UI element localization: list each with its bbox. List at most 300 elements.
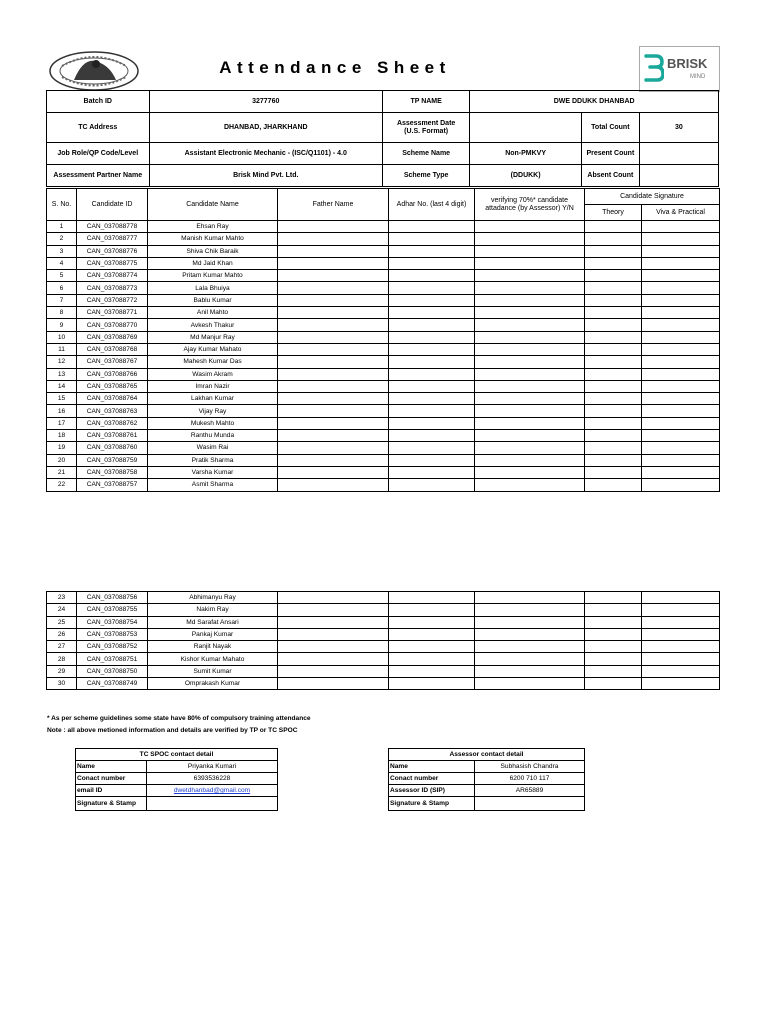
row-verify[interactable]	[475, 678, 585, 690]
row-viva-sign[interactable]	[642, 221, 720, 233]
row-candidate-id: CAN_037088772	[77, 294, 148, 306]
row-viva-sign[interactable]	[642, 479, 720, 491]
row-candidate-id: CAN_037088752	[77, 641, 148, 653]
row-adhar[interactable]	[389, 466, 475, 478]
row-father-name[interactable]	[278, 604, 389, 616]
row-theory-sign[interactable]	[585, 257, 642, 269]
table-row	[47, 393, 720, 405]
row-viva-sign[interactable]	[642, 380, 720, 392]
header-table	[46, 90, 719, 187]
row-viva-sign[interactable]	[642, 442, 720, 454]
row-father-name[interactable]	[278, 628, 389, 640]
row-father-name[interactable]	[278, 678, 389, 690]
row-sno: 16	[47, 405, 77, 417]
row-candidate-name: Ranthu Munda	[148, 430, 278, 442]
row-sno: 14	[47, 380, 77, 392]
row-theory-sign[interactable]	[585, 393, 642, 405]
total-count-value: 30	[639, 113, 718, 143]
row-adhar[interactable]	[389, 221, 475, 233]
col-candidate-id: Candidate ID	[77, 189, 148, 221]
row-verify[interactable]	[475, 294, 585, 306]
row-verify[interactable]	[475, 356, 585, 368]
row-theory-sign[interactable]	[585, 616, 642, 628]
row-viva-sign[interactable]	[642, 405, 720, 417]
row-verify[interactable]	[475, 641, 585, 653]
row-sno: 22	[47, 479, 77, 491]
row-candidate-id: CAN_037088776	[77, 245, 148, 257]
table-row	[47, 257, 720, 269]
row-verify[interactable]	[475, 331, 585, 343]
table-row	[47, 454, 720, 466]
row-candidate-name: Ranjit Nayak	[148, 641, 278, 653]
row-candidate-id: CAN_037088753	[77, 628, 148, 640]
row-candidate-id: CAN_037088754	[77, 616, 148, 628]
job-role-label: Job Role/QP Code/Level	[47, 143, 150, 165]
row-theory-sign[interactable]	[585, 221, 642, 233]
brisk-mind-logo	[639, 46, 720, 92]
row-theory-sign[interactable]	[585, 319, 642, 331]
row-verify[interactable]	[475, 628, 585, 640]
tc-address-value: DHANBAD, JHARKHAND	[149, 113, 382, 143]
row-father-name[interactable]	[278, 343, 389, 355]
table-row	[47, 417, 720, 429]
row-theory-sign[interactable]	[585, 331, 642, 343]
row-theory-sign[interactable]	[585, 245, 642, 257]
row-theory-sign[interactable]	[585, 628, 642, 640]
table-row	[47, 233, 720, 245]
present-count-value[interactable]	[639, 143, 718, 165]
row-candidate-name: Manish Kumar Mahto	[148, 233, 278, 245]
row-viva-sign[interactable]	[642, 592, 720, 604]
row-verify[interactable]	[475, 592, 585, 604]
row-viva-sign[interactable]	[642, 233, 720, 245]
note-line-2: Note : all above metioned information and details are verified by TP or TC SPOC	[47, 727, 298, 734]
row-father-name[interactable]	[278, 479, 389, 491]
row-father-name[interactable]	[278, 393, 389, 405]
row-adhar[interactable]	[389, 665, 475, 677]
row-sno: 8	[47, 307, 77, 319]
note-line-1: * As per scheme guidelines some state have 80% of compulsory training attendance	[47, 715, 311, 722]
row-candidate-id: CAN_037088762	[77, 417, 148, 429]
row-candidate-name: Anil Mahto	[148, 307, 278, 319]
row-viva-sign[interactable]	[642, 454, 720, 466]
row-adhar[interactable]	[389, 604, 475, 616]
row-verify[interactable]	[475, 233, 585, 245]
row-candidate-id: CAN_037088771	[77, 307, 148, 319]
row-candidate-id: CAN_037088760	[77, 442, 148, 454]
col-candidate-signature: Candidate Signature	[585, 189, 720, 205]
assessor-signature-field[interactable]	[475, 797, 585, 811]
table-row	[47, 307, 720, 319]
row-candidate-name: Pratik Sharma	[148, 454, 278, 466]
row-candidate-name: Kishor Kumar Mahato	[148, 653, 278, 665]
row-sno: 9	[47, 319, 77, 331]
row-candidate-id: CAN_037088758	[77, 466, 148, 478]
table-row	[47, 479, 720, 491]
row-father-name[interactable]	[278, 245, 389, 257]
row-theory-sign[interactable]	[585, 653, 642, 665]
row-sno: 27	[47, 641, 77, 653]
row-viva-sign[interactable]	[642, 270, 720, 282]
row-candidate-id: CAN_037088768	[77, 343, 148, 355]
tc-spoc-email-link[interactable]: dwetdhanbad@gmail.com	[173, 787, 251, 794]
row-sno: 1	[47, 221, 77, 233]
row-candidate-id: CAN_037088756	[77, 592, 148, 604]
row-sno: 11	[47, 343, 77, 355]
row-candidate-id: CAN_037088763	[77, 405, 148, 417]
table-row	[47, 678, 720, 690]
row-verify[interactable]	[475, 270, 585, 282]
row-father-name[interactable]	[278, 592, 389, 604]
row-theory-sign[interactable]	[585, 282, 642, 294]
row-adhar[interactable]	[389, 653, 475, 665]
scheme-name-value: Non-PMKVY	[470, 143, 582, 165]
row-sno: 24	[47, 604, 77, 616]
row-viva-sign[interactable]	[642, 417, 720, 429]
row-verify[interactable]	[475, 282, 585, 294]
row-sno: 10	[47, 331, 77, 343]
row-candidate-name: Bablu Kumar	[148, 294, 278, 306]
row-viva-sign[interactable]	[642, 331, 720, 343]
row-verify[interactable]	[475, 417, 585, 429]
row-father-name[interactable]	[278, 221, 389, 233]
row-viva-sign[interactable]	[642, 307, 720, 319]
assessment-partner-value: Brisk Mind Pvt. Ltd.	[149, 165, 382, 187]
table-row	[47, 604, 720, 616]
table-row	[47, 628, 720, 640]
tc-spoc-signature-label: Signature & Stamp	[76, 797, 147, 811]
row-viva-sign[interactable]	[642, 245, 720, 257]
row-candidate-name: Omprakash Kumar	[148, 678, 278, 690]
tp-name-value: DWE DDUKK DHANBAD	[470, 91, 719, 113]
row-sno: 17	[47, 417, 77, 429]
row-theory-sign[interactable]	[585, 454, 642, 466]
row-sno: 23	[47, 592, 77, 604]
row-adhar[interactable]	[389, 454, 475, 466]
row-adhar[interactable]	[389, 678, 475, 690]
row-theory-sign[interactable]	[585, 380, 642, 392]
row-theory-sign[interactable]	[585, 479, 642, 491]
row-candidate-name: Nakim Ray	[148, 604, 278, 616]
row-verify[interactable]	[475, 221, 585, 233]
row-candidate-name: Sumit Kumar	[148, 665, 278, 677]
row-father-name[interactable]	[278, 319, 389, 331]
row-theory-sign[interactable]	[585, 641, 642, 653]
tc-spoc-heading: TC SPOC contact detail	[76, 749, 278, 761]
row-sno: 5	[47, 270, 77, 282]
batch-id-value: 3277760	[149, 91, 382, 113]
row-adhar[interactable]	[389, 245, 475, 257]
row-candidate-id: CAN_037088766	[77, 368, 148, 380]
row-father-name[interactable]	[278, 270, 389, 282]
row-verify[interactable]	[475, 665, 585, 677]
row-sno: 7	[47, 294, 77, 306]
row-adhar[interactable]	[389, 442, 475, 454]
row-adhar[interactable]	[389, 380, 475, 392]
table-row	[47, 641, 720, 653]
row-father-name[interactable]	[278, 641, 389, 653]
row-father-name[interactable]	[278, 454, 389, 466]
row-adhar[interactable]	[389, 294, 475, 306]
row-viva-sign[interactable]	[642, 393, 720, 405]
row-father-name[interactable]	[278, 356, 389, 368]
row-viva-sign[interactable]	[642, 641, 720, 653]
row-adhar[interactable]	[389, 628, 475, 640]
row-theory-sign[interactable]	[585, 356, 642, 368]
row-theory-sign[interactable]	[585, 233, 642, 245]
row-viva-sign[interactable]	[642, 604, 720, 616]
row-father-name[interactable]	[278, 282, 389, 294]
row-father-name[interactable]	[278, 405, 389, 417]
assessment-partner-label: Assessment Partner Name	[47, 165, 150, 187]
row-adhar[interactable]	[389, 233, 475, 245]
row-adhar[interactable]	[389, 356, 475, 368]
row-adhar[interactable]	[389, 479, 475, 491]
brisk-b-icon	[644, 54, 664, 82]
row-viva-sign[interactable]	[642, 466, 720, 478]
job-role-value: Assistant Electronic Mechanic - (ISC/Q1101) - 4.0	[149, 143, 382, 165]
row-verify[interactable]	[475, 380, 585, 392]
row-candidate-name: Varsha Kumar	[148, 466, 278, 478]
row-adhar[interactable]	[389, 405, 475, 417]
row-viva-sign[interactable]	[642, 665, 720, 677]
row-theory-sign[interactable]	[585, 665, 642, 677]
row-candidate-id: CAN_037088765	[77, 380, 148, 392]
assessor-contact-label: Conact number	[389, 773, 475, 785]
row-candidate-id: CAN_037088749	[77, 678, 148, 690]
row-adhar[interactable]	[389, 616, 475, 628]
row-candidate-id: CAN_037088764	[77, 393, 148, 405]
table-row	[47, 466, 720, 478]
assessment-date-value[interactable]	[470, 113, 582, 143]
attendance-table-1	[46, 188, 720, 492]
row-viva-sign[interactable]	[642, 628, 720, 640]
row-adhar[interactable]	[389, 430, 475, 442]
tc-spoc-contact: 6393536228	[147, 773, 278, 785]
row-candidate-id: CAN_037088775	[77, 257, 148, 269]
row-adhar[interactable]	[389, 393, 475, 405]
row-candidate-name: Asmit Sharma	[148, 479, 278, 491]
row-verify[interactable]	[475, 393, 585, 405]
row-candidate-name: Lala Bhuiya	[148, 282, 278, 294]
row-candidate-name: Mukesh Mahto	[148, 417, 278, 429]
row-sno: 12	[47, 356, 77, 368]
row-viva-sign[interactable]	[642, 430, 720, 442]
table-row	[47, 430, 720, 442]
row-father-name[interactable]	[278, 294, 389, 306]
row-adhar[interactable]	[389, 343, 475, 355]
row-verify[interactable]	[475, 319, 585, 331]
row-candidate-name: Abhimanyu Ray	[148, 592, 278, 604]
col-adhar: Adhar No. (last 4 digit)	[389, 189, 475, 221]
row-verify[interactable]	[475, 604, 585, 616]
row-verify[interactable]	[475, 653, 585, 665]
row-sno: 13	[47, 368, 77, 380]
row-sno: 2	[47, 233, 77, 245]
row-father-name[interactable]	[278, 380, 389, 392]
row-theory-sign[interactable]	[585, 307, 642, 319]
row-candidate-id: CAN_037088773	[77, 282, 148, 294]
row-theory-sign[interactable]	[585, 604, 642, 616]
row-adhar[interactable]	[389, 270, 475, 282]
row-candidate-name: Ajay Kumar Mahato	[148, 343, 278, 355]
row-father-name[interactable]	[278, 616, 389, 628]
row-adhar[interactable]	[389, 307, 475, 319]
col-verify: verifying 70%* candidate attadance (by Assessor) Y/N	[475, 189, 585, 221]
row-adhar[interactable]	[389, 331, 475, 343]
assessor-id: AR65889	[475, 785, 585, 797]
row-viva-sign[interactable]	[642, 294, 720, 306]
row-theory-sign[interactable]	[585, 368, 642, 380]
table-row	[47, 616, 720, 628]
brand-name: BRISK	[667, 56, 708, 71]
tp-name-label: TP NAME	[382, 91, 469, 113]
row-father-name[interactable]	[278, 368, 389, 380]
row-sno: 3	[47, 245, 77, 257]
row-verify[interactable]	[475, 343, 585, 355]
row-adhar[interactable]	[389, 319, 475, 331]
tc-spoc-signature-field[interactable]	[147, 797, 278, 811]
row-candidate-id: CAN_037088757	[77, 479, 148, 491]
row-verify[interactable]	[475, 616, 585, 628]
row-candidate-id: CAN_037088751	[77, 653, 148, 665]
row-verify[interactable]	[475, 405, 585, 417]
row-theory-sign[interactable]	[585, 405, 642, 417]
row-viva-sign[interactable]	[642, 368, 720, 380]
table-row	[47, 592, 720, 604]
row-candidate-name: Imran Nazir	[148, 380, 278, 392]
row-theory-sign[interactable]	[585, 442, 642, 454]
row-father-name[interactable]	[278, 466, 389, 478]
row-adhar[interactable]	[389, 592, 475, 604]
row-sno: 28	[47, 653, 77, 665]
total-count-label: Total Count	[581, 113, 639, 143]
row-candidate-name: Avkesh Thakur	[148, 319, 278, 331]
assessor-name-label: Name	[389, 761, 475, 773]
row-verify[interactable]	[475, 430, 585, 442]
row-father-name[interactable]	[278, 257, 389, 269]
assessor-contact-table	[388, 748, 585, 811]
row-viva-sign[interactable]	[642, 282, 720, 294]
attendance-table-2	[46, 591, 720, 690]
row-viva-sign[interactable]	[642, 319, 720, 331]
row-verify[interactable]	[475, 368, 585, 380]
row-viva-sign[interactable]	[642, 653, 720, 665]
row-father-name[interactable]	[278, 233, 389, 245]
absent-count-value[interactable]	[639, 165, 718, 187]
row-theory-sign[interactable]	[585, 430, 642, 442]
row-father-name[interactable]	[278, 307, 389, 319]
row-verify[interactable]	[475, 257, 585, 269]
table-row	[47, 405, 720, 417]
page-title: Attendance Sheet	[219, 58, 451, 77]
row-adhar[interactable]	[389, 641, 475, 653]
row-candidate-name: Mahesh Kumar Das	[148, 356, 278, 368]
row-sno: 19	[47, 442, 77, 454]
table-row	[47, 294, 720, 306]
row-verify[interactable]	[475, 245, 585, 257]
row-verify[interactable]	[475, 307, 585, 319]
tc-spoc-name-label: Name	[76, 761, 147, 773]
row-viva-sign[interactable]	[642, 257, 720, 269]
row-verify[interactable]	[475, 454, 585, 466]
col-father-name: Father Name	[278, 189, 389, 221]
row-adhar[interactable]	[389, 417, 475, 429]
tc-address-label: TC Address	[47, 113, 150, 143]
row-theory-sign[interactable]	[585, 270, 642, 282]
assessor-contact: 6200 710 117	[475, 773, 585, 785]
row-theory-sign[interactable]	[585, 294, 642, 306]
assessor-name: Subhasish Chandra	[475, 761, 585, 773]
row-candidate-name: Lakhan Kumar	[148, 393, 278, 405]
row-sno: 6	[47, 282, 77, 294]
table-row	[47, 282, 720, 294]
table-row	[47, 331, 720, 343]
row-candidate-name: Ehsan Ray	[148, 221, 278, 233]
row-viva-sign[interactable]	[642, 343, 720, 355]
row-adhar[interactable]	[389, 257, 475, 269]
col-sno: S. No.	[47, 189, 77, 221]
row-candidate-name: Md Sarafat Ansari	[148, 616, 278, 628]
row-candidate-name: Wasim Akram	[148, 368, 278, 380]
table-row	[47, 319, 720, 331]
row-candidate-name: Md Manjur Ray	[148, 331, 278, 343]
scheme-type-value: (DDUKK)	[470, 165, 582, 187]
row-candidate-id: CAN_037088774	[77, 270, 148, 282]
row-father-name[interactable]	[278, 417, 389, 429]
tc-spoc-email-label: email ID	[76, 785, 147, 797]
row-adhar[interactable]	[389, 282, 475, 294]
row-theory-sign[interactable]	[585, 343, 642, 355]
assessor-id-label: Assessor ID (SIP)	[389, 785, 475, 797]
row-viva-sign[interactable]	[642, 616, 720, 628]
row-sno: 21	[47, 466, 77, 478]
batch-id-label: Batch ID	[47, 91, 150, 113]
tc-spoc-contact-table	[75, 748, 278, 811]
row-verify[interactable]	[475, 466, 585, 478]
row-theory-sign[interactable]	[585, 592, 642, 604]
scheme-type-label: Scheme Type	[382, 165, 469, 187]
row-adhar[interactable]	[389, 368, 475, 380]
row-verify[interactable]	[475, 479, 585, 491]
col-theory: Theory	[585, 205, 642, 221]
row-theory-sign[interactable]	[585, 466, 642, 478]
row-candidate-id: CAN_037088750	[77, 665, 148, 677]
row-theory-sign[interactable]	[585, 417, 642, 429]
row-father-name[interactable]	[278, 665, 389, 677]
table-row	[47, 653, 720, 665]
row-sno: 15	[47, 393, 77, 405]
table-row	[47, 368, 720, 380]
row-father-name[interactable]	[278, 653, 389, 665]
row-sno: 26	[47, 628, 77, 640]
table-row	[47, 356, 720, 368]
table-row	[47, 442, 720, 454]
row-theory-sign[interactable]	[585, 678, 642, 690]
row-verify[interactable]	[475, 442, 585, 454]
row-father-name[interactable]	[278, 442, 389, 454]
row-father-name[interactable]	[278, 331, 389, 343]
row-sno: 30	[47, 678, 77, 690]
row-father-name[interactable]	[278, 430, 389, 442]
brand-sub: MIND	[690, 74, 706, 80]
row-viva-sign[interactable]	[642, 678, 720, 690]
row-candidate-name: Pankaj Kumar	[148, 628, 278, 640]
table-row	[47, 380, 720, 392]
row-viva-sign[interactable]	[642, 356, 720, 368]
present-count-label: Present Count	[581, 143, 639, 165]
assessor-signature-label: Signature & Stamp	[389, 797, 475, 811]
